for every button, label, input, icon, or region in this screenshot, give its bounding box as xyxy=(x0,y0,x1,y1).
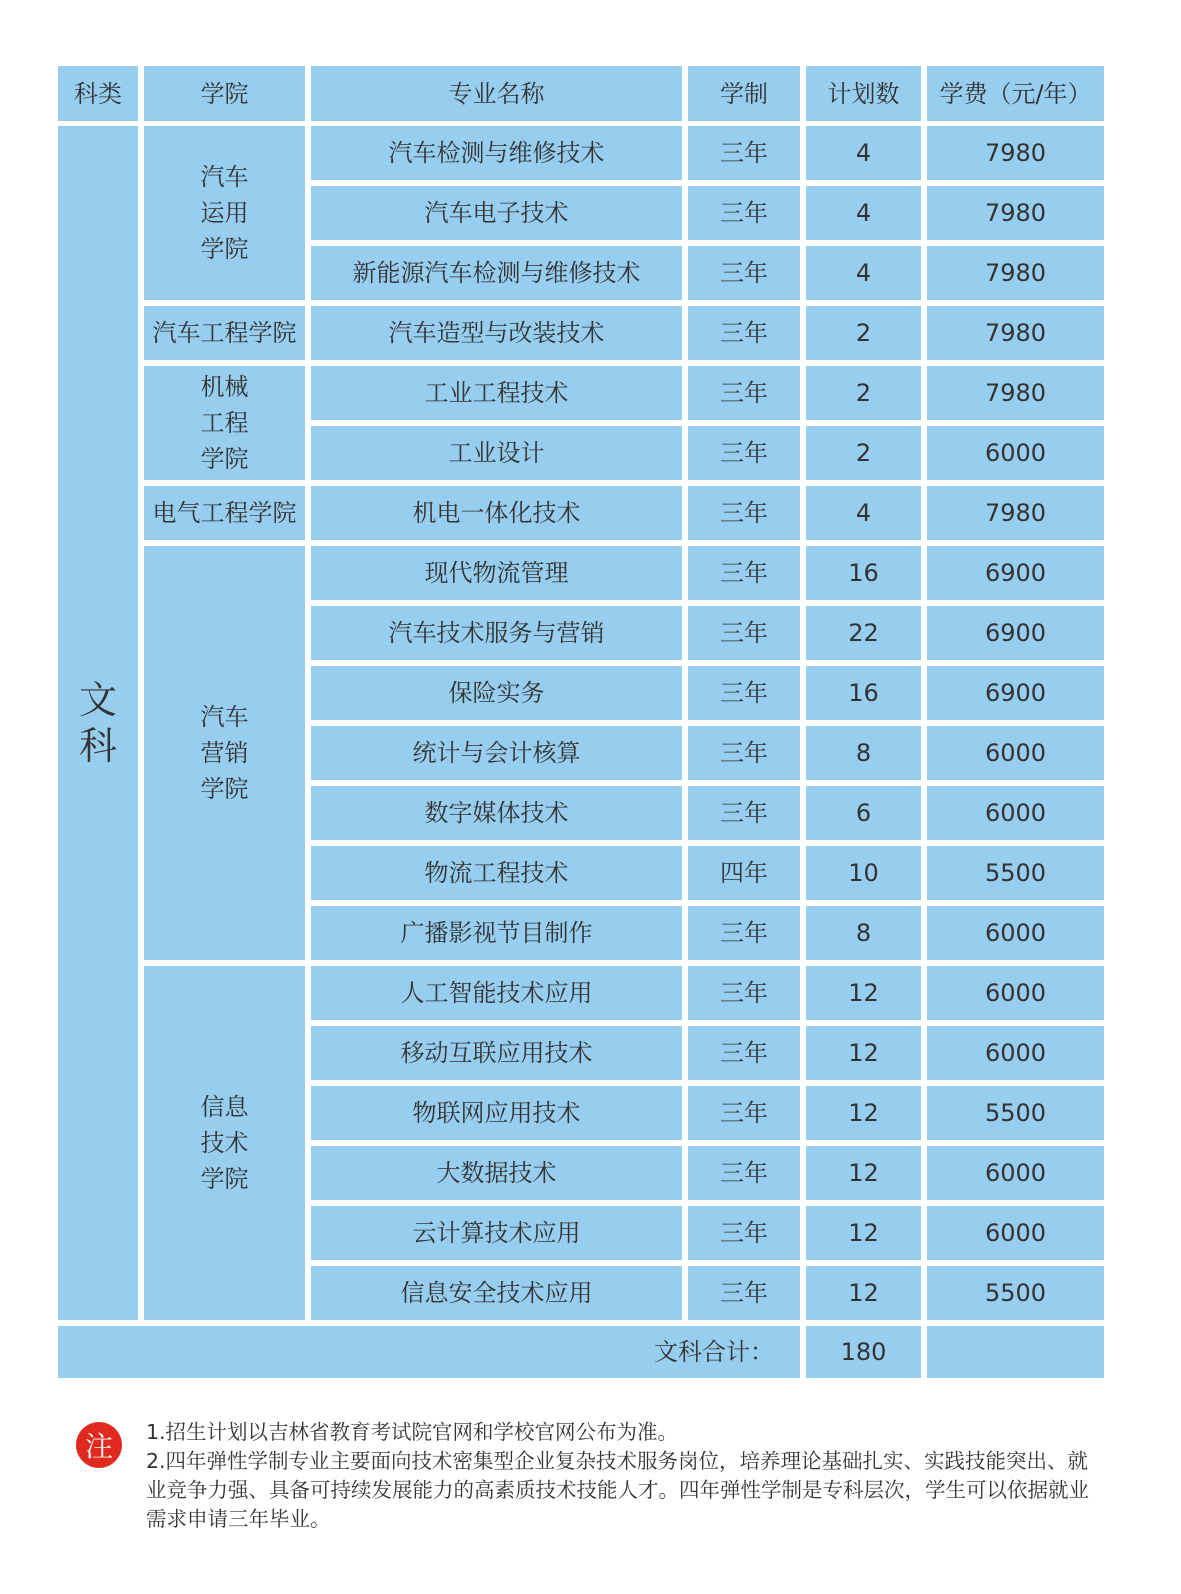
college-line: 信息 xyxy=(200,1093,249,1121)
duration-cell: 三年 xyxy=(688,1146,800,1200)
major-cell: 云计算技术应用 xyxy=(311,1206,682,1260)
plan-cell: 2 xyxy=(806,306,921,360)
plan-cell: 2 xyxy=(806,426,921,480)
fee-cell: 6000 xyxy=(927,1146,1104,1200)
plan-cell: 12 xyxy=(806,1266,921,1320)
major-cell: 移动互联应用技术 xyxy=(311,1026,682,1080)
plan-cell: 4 xyxy=(806,126,921,180)
plan-cell: 12 xyxy=(806,966,921,1020)
fee-cell: 6000 xyxy=(927,906,1104,960)
fee-cell: 7980 xyxy=(927,246,1104,300)
category-cell xyxy=(58,126,138,1320)
college-cell xyxy=(144,546,305,960)
college-cell xyxy=(144,126,305,300)
college-cell xyxy=(144,966,305,1320)
major-cell: 汽车技术服务与营销 xyxy=(311,606,682,660)
plan-cell: 22 xyxy=(806,606,921,660)
college-line: 汽车 xyxy=(200,703,249,731)
plan-cell: 4 xyxy=(806,186,921,240)
plan-cell: 8 xyxy=(806,906,921,960)
major-cell: 工业设计 xyxy=(311,426,682,480)
duration-cell: 三年 xyxy=(688,666,800,720)
plan-cell: 12 xyxy=(806,1086,921,1140)
duration-cell: 三年 xyxy=(688,726,800,780)
duration-cell: 三年 xyxy=(688,1266,800,1320)
category-char: 科 xyxy=(78,724,117,768)
college-line: 汽车工程学院 xyxy=(152,319,297,347)
major-cell: 汽车电子技术 xyxy=(311,186,682,240)
duration-cell: 三年 xyxy=(688,486,800,540)
duration-cell: 三年 xyxy=(688,786,800,840)
note-line-1: 1.招生计划以吉林省教育考试院官网和学校官网公布为准。 xyxy=(146,1420,679,1444)
major-cell: 物联网应用技术 xyxy=(311,1086,682,1140)
major-cell: 广播影视节目制作 xyxy=(311,906,682,960)
total-value: 180 xyxy=(806,1326,921,1378)
plan-cell: 12 xyxy=(806,1146,921,1200)
duration-cell: 三年 xyxy=(688,966,800,1020)
plan-cell: 4 xyxy=(806,486,921,540)
plan-cell: 12 xyxy=(806,1026,921,1080)
header-major: 专业名称 xyxy=(311,66,682,121)
header-duration: 学制 xyxy=(688,66,800,121)
college-cell xyxy=(144,306,305,360)
duration-cell: 三年 xyxy=(688,1086,800,1140)
duration-cell: 三年 xyxy=(688,606,800,660)
college-line: 学院 xyxy=(200,1165,249,1193)
plan-cell: 4 xyxy=(806,246,921,300)
duration-cell: 三年 xyxy=(688,546,800,600)
fee-cell: 6000 xyxy=(927,426,1104,480)
duration-cell: 三年 xyxy=(688,246,800,300)
duration-cell: 三年 xyxy=(688,1206,800,1260)
major-cell: 新能源汽车检测与维修技术 xyxy=(311,246,682,300)
total-empty-cell xyxy=(927,1326,1104,1378)
major-cell: 信息安全技术应用 xyxy=(311,1266,682,1320)
fee-cell: 5500 xyxy=(927,1086,1104,1140)
major-cell: 汽车检测与维修技术 xyxy=(311,126,682,180)
fee-cell: 6000 xyxy=(927,1206,1104,1260)
duration-cell: 三年 xyxy=(688,126,800,180)
fee-cell: 6900 xyxy=(927,546,1104,600)
fee-cell: 6900 xyxy=(927,606,1104,660)
fee-cell: 6000 xyxy=(927,1026,1104,1080)
duration-cell: 三年 xyxy=(688,1026,800,1080)
fee-cell: 7980 xyxy=(927,486,1104,540)
major-cell: 现代物流管理 xyxy=(311,546,682,600)
plan-cell: 12 xyxy=(806,1206,921,1260)
plan-cell: 8 xyxy=(806,726,921,780)
plan-cell: 16 xyxy=(806,546,921,600)
college-line: 学院 xyxy=(200,235,249,263)
major-cell: 工业工程技术 xyxy=(311,366,682,420)
major-cell: 汽车造型与改装技术 xyxy=(311,306,682,360)
major-cell: 大数据技术 xyxy=(311,1146,682,1200)
college-line: 电气工程学院 xyxy=(152,499,297,527)
college-line: 工程 xyxy=(200,409,249,437)
fee-cell: 5500 xyxy=(927,1266,1104,1320)
college-cell xyxy=(144,366,305,480)
college-line: 学院 xyxy=(200,775,249,803)
college-line: 机械 xyxy=(200,373,249,401)
duration-cell: 三年 xyxy=(688,186,800,240)
duration-cell: 三年 xyxy=(688,306,800,360)
duration-cell: 三年 xyxy=(688,366,800,420)
fee-cell: 7980 xyxy=(927,186,1104,240)
plan-cell: 2 xyxy=(806,366,921,420)
duration-cell: 三年 xyxy=(688,426,800,480)
fee-cell: 7980 xyxy=(927,366,1104,420)
header-fee: 学费（元/年） xyxy=(927,66,1104,121)
college-cell xyxy=(144,486,305,540)
college-line: 技术 xyxy=(200,1129,249,1157)
major-cell: 统计与会计核算 xyxy=(311,726,682,780)
category-char: 文 xyxy=(78,678,117,722)
notes xyxy=(146,1418,1106,1534)
total-label: 文科合计： xyxy=(58,1326,800,1378)
fee-cell: 6000 xyxy=(927,726,1104,780)
college-line: 营销 xyxy=(200,739,249,767)
college-line: 学院 xyxy=(200,445,249,473)
plan-cell: 16 xyxy=(806,666,921,720)
header-college: 学院 xyxy=(144,66,305,121)
major-cell: 人工智能技术应用 xyxy=(311,966,682,1020)
fee-cell: 7980 xyxy=(927,126,1104,180)
note-line-2: 2.四年弹性学制专业主要面向技术密集型企业复杂技术服务岗位，培养理论基础扎实、实践技能突出、就业竞争力强、具备可持续发展能力的高素质技术技能人才。四年弹性学制是专科层次，学生可以依据就业需求申请三年毕业。 xyxy=(146,1449,1089,1531)
major-cell: 数字媒体技术 xyxy=(311,786,682,840)
college-line: 运用 xyxy=(200,199,249,227)
fee-cell: 7980 xyxy=(927,306,1104,360)
header-plan: 计划数 xyxy=(806,66,921,121)
header-category: 科类 xyxy=(58,66,138,121)
college-line: 汽车 xyxy=(200,163,249,191)
fee-cell: 5500 xyxy=(927,846,1104,900)
plan-cell: 6 xyxy=(806,786,921,840)
fee-cell: 6900 xyxy=(927,666,1104,720)
major-cell: 物流工程技术 xyxy=(311,846,682,900)
fee-cell: 6000 xyxy=(927,966,1104,1020)
major-cell: 机电一体化技术 xyxy=(311,486,682,540)
note-badge: 注 xyxy=(76,1422,122,1468)
duration-cell: 四年 xyxy=(688,846,800,900)
plan-cell: 10 xyxy=(806,846,921,900)
duration-cell: 三年 xyxy=(688,906,800,960)
major-cell: 保险实务 xyxy=(311,666,682,720)
fee-cell: 6000 xyxy=(927,786,1104,840)
